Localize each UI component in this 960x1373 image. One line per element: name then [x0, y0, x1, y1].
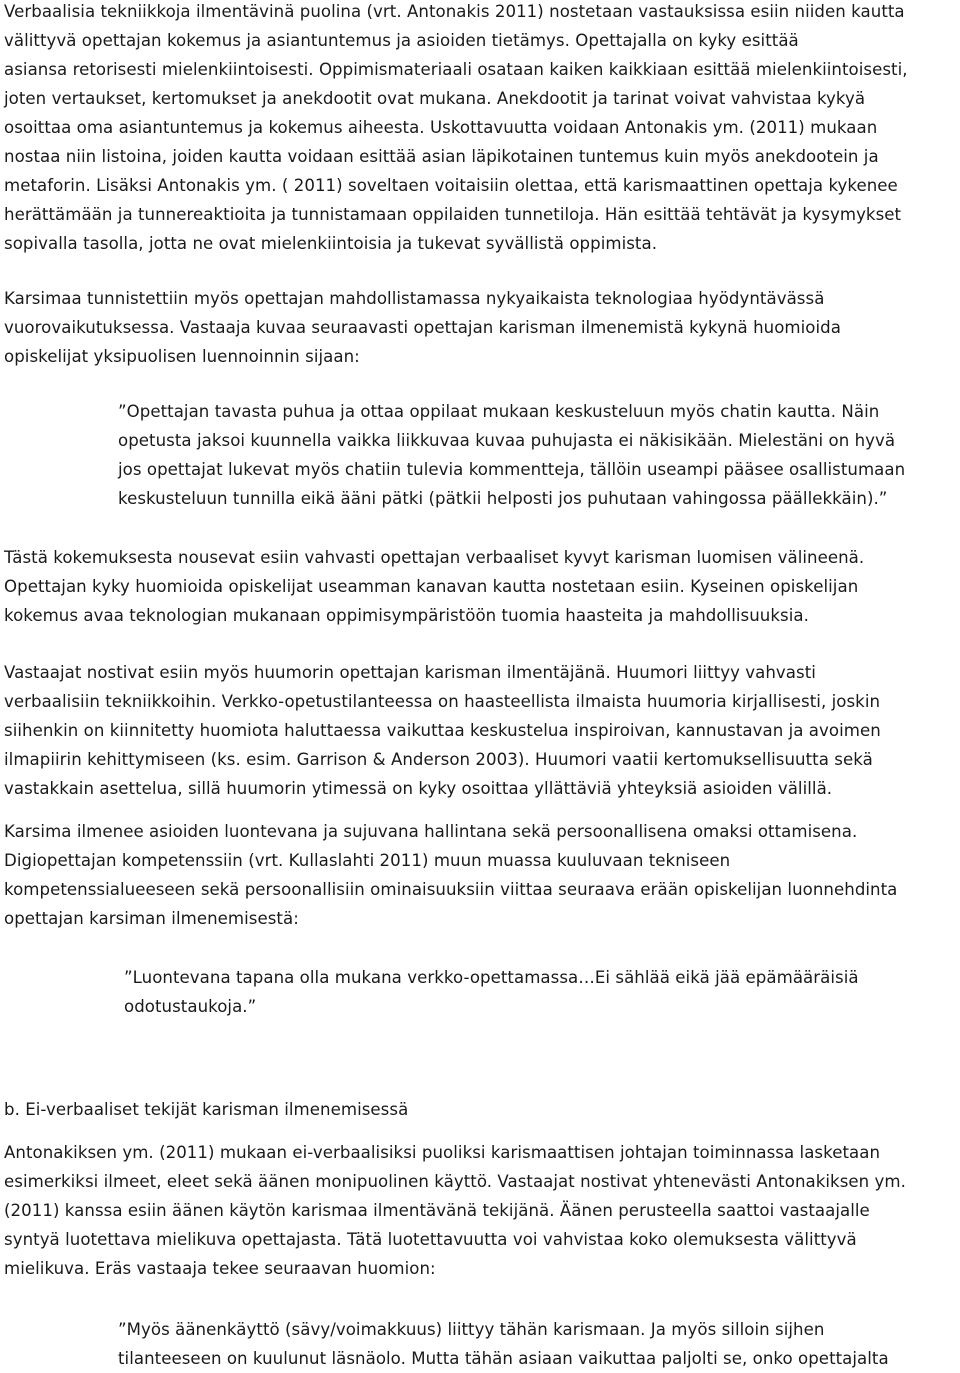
- text-line: osoittaa oma asiantuntemus ja kokemus aiheesta. Uskottavuutta voidaan Antonakis ym. (2011) mukaan: [4, 118, 878, 137]
- paragraph-competence: [4, 817, 960, 933]
- section-heading: [4, 1095, 960, 1124]
- quote-line: ”Myös äänenkäyttö (sävy/voimakkuus) liittyy tähän karismaan. Ja myös silloin sijhen: [118, 1320, 825, 1339]
- quote-line: ”Opettajan tavasta puhua ja ottaa oppilaat mukaan keskusteluun myös chatin kautta. Näin: [118, 402, 880, 421]
- text-line: Karsima ilmenee asioiden luontevana ja sujuvana hallintana sekä persoonallisena omaksi ottamisena.: [4, 822, 858, 841]
- text-line: nostaa niin listoina, joiden kautta voidaan esittää asian läpikotainen tuntemus kuin myös anekdootein ja: [4, 147, 879, 166]
- text-line: herättämään ja tunnereaktioita ja tunnistamaan oppilaiden tunnetiloja. Hän esittää tehtävät ja kysymykset: [4, 205, 902, 224]
- text-line: (2011) kanssa esiin äänen käytön karismaa ilmentävänä tekijänä. Äänen perusteella saattoi vastaajalle: [4, 1201, 870, 1220]
- paragraph-experience-summary: [4, 543, 960, 630]
- paragraph-humor: [4, 658, 960, 803]
- text-line: kokemus avaa teknologian mukanaan oppimisympäristöön tuomia haasteita ja mahdollisuuksia.: [4, 606, 809, 625]
- text-line: siihenkin on kiinnitetty huomiota haluttaessa vaikuttaa keskustelua inspiroivan, kannustavan ja avoimen: [4, 721, 881, 740]
- quote-chat-participation: [118, 397, 960, 513]
- quote-voice-usage: [118, 1315, 960, 1373]
- text-line: vastakkain asettelua, sillä huumorin ytimessä on kyky osoittaa yllättäviä yhteyksiä asioiden välillä.: [4, 779, 833, 798]
- quote-line: odotustaukoja.”: [124, 997, 257, 1016]
- heading-line: b. Ei-verbaaliset tekijät karisman ilmenemisessä: [4, 1100, 409, 1119]
- text-line: Opettajan kyky huomioida opiskelijat useamman kanavan kautta nostetaan esiin. Kyseinen opiskelijan: [4, 577, 859, 596]
- quote-line: opetusta jaksoi kuunnella vaikka liikkuvaa kuvaa puhujasta ei näkisikään. Mielestäni on hyvä: [118, 431, 896, 450]
- paragraph-verbal-techniques: [4, 0, 960, 258]
- text-line: välittyvä opettajan kokemus ja asiantuntemus ja asioiden tietämys. Opettajalla on kyky esittää: [4, 31, 799, 50]
- text-line: metaforin. Lisäksi Antonakis ym. ( 2011) soveltaen voitaisiin olettaa, että karismaattinen opettaja kykenee: [4, 176, 898, 195]
- text-line: Tästä kokemuksesta nousevat esiin vahvasti opettajan verbaaliset kyvyt karisman luomisen välineenä.: [4, 548, 865, 567]
- text-line: Digiopettajan kompetenssiin (vrt. Kullaslahti 2011) muun muassa kuuluvaan tekniseen: [4, 851, 731, 870]
- paragraph-technology-interaction: [4, 284, 960, 371]
- text-line: vuorovaikutuksessa. Vastaaja kuvaa seuraavasti opettajan karisman ilmenemistä kykynä huomioida: [4, 318, 841, 337]
- text-line: sopivalla tasolla, jotta ne ovat mielenkiintoisia ja tukevat syvällistä oppimista.: [4, 234, 658, 253]
- quote-line: jos opettajat lukevat myös chatiin tulevia kommentteja, tällöin useampi pääsee osallistumaan: [118, 460, 906, 479]
- text-line: Karsimaa tunnistettiin myös opettajan mahdollistamassa nykyaikaista teknologiaa hyödyntävässä: [4, 289, 825, 308]
- text-line: joten vertaukset, kertomukset ja anekdootit ovat mukana. Anekdootit ja tarinat voivat vahvistaa kykyä: [4, 89, 866, 108]
- text-line: Vastaajat nostivat esiin myös huumorin opettajan karisman ilmentäjänä. Huumori liittyy vahvasti: [4, 663, 816, 682]
- text-line: opettajan karsiman ilmenemisestä:: [4, 909, 299, 928]
- text-line: esimerkiksi ilmeet, eleet sekä äänen monipuolinen käyttö. Vastaajat nostivat yhtenevästi Antonakiksen ym.: [4, 1172, 906, 1191]
- text-line: kompetenssialueeseen sekä persoonallisiin ominaisuuksiin viittaa seuraava erään opiskelijan luonnehdinta: [4, 880, 898, 899]
- text-line: verbaalisiin tekniikkoihin. Verkko-opetustilanteessa on haasteellista ilmaista huumoria kirjallisesti, joskin: [4, 692, 881, 711]
- quote-line: keskusteluun tunnilla eikä ääni pätki (pätkii helposti jos puhutaan vahingossa päällekkäin).”: [118, 489, 888, 508]
- quote-line: ”Luontevana tapana olla mukana verkko-opettamassa…Ei sählää eikä jää epämääräisiä: [124, 968, 859, 987]
- text-line: Antonakiksen ym. (2011) mukaan ei-verbaalisiksi puoliksi karismaattisen johtajan toiminnassa lasketaan: [4, 1143, 881, 1162]
- text-line: asiansa retorisesti mielenkiintoisesti. Oppimismateriaali osataan kaiken kaikkiaan esittää mielenkiintoisesti,: [4, 60, 908, 79]
- quote-line: tilanteeseen on kuulunut läsnäolo. Mutta tähän asiaan vaikuttaa paljolti se, onko opettajalta: [118, 1349, 889, 1368]
- quote-natural-teaching: [124, 963, 960, 1021]
- text-line: ilmapiirin kehittymiseen (ks. esim. Garrison & Anderson 2003). Huumori vaatii kertomuksellisuutta sekä: [4, 750, 873, 769]
- paragraph-nonverbal: [4, 1138, 960, 1283]
- text-line: opiskelijat yksipuolisen luennoinnin sijaan:: [4, 347, 360, 366]
- text-line: syntyä luotettava mielikuva opettajasta. Tätä luotettavuutta voi vahvistaa koko olemuksesta välittyvä: [4, 1230, 857, 1249]
- text-line: Verbaalisia tekniikkoja ilmentävinä puolina (vrt. Antonakis 2011) nostetaan vastauksissa esiin niiden kautta: [4, 2, 905, 21]
- text-line: mielikuva. Eräs vastaaja tekee seuraavan huomion:: [4, 1259, 436, 1278]
